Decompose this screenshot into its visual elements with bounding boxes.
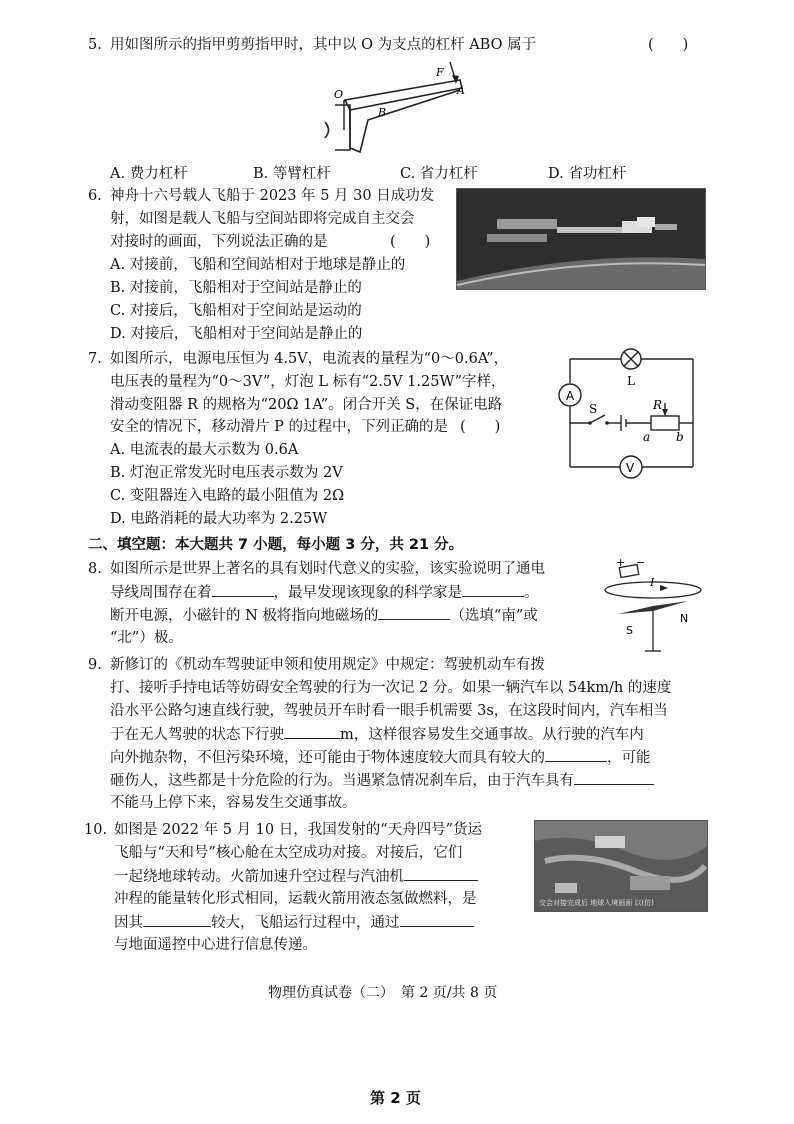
- q7-line-3: 滑动变阻器 R 的规格为“20Ω 1A”。闭合开关 S，在保证电路: [110, 397, 503, 413]
- q10-line-5: [114, 912, 474, 933]
- q10-number: 10.: [84, 822, 108, 838]
- label-F: F: [436, 66, 444, 79]
- q8-line-1: 如图所示是世界上著名的具有划时代意义的实验，该实验说明了通电: [110, 561, 545, 577]
- q5-number: 5.: [88, 37, 102, 53]
- q9-blank-distance[interactable]: [284, 724, 340, 739]
- q5-option-a: A. 费力杠杆: [110, 166, 188, 182]
- q6-number: 6.: [88, 188, 102, 204]
- photo-caption: 交会对接完成后 地球入境画面 以(仿): [539, 899, 654, 907]
- q8-line-2b: ，最早发现该现象的科学家是: [273, 585, 462, 601]
- q5-option-d: D. 省功杠杆: [548, 166, 627, 182]
- q7-option-c: C. 变阻器连入电路的最小阻值为 2Ω: [110, 488, 345, 504]
- terminal-b-label: b: [676, 430, 684, 444]
- section-2-heading: 二、填空题：本大题共 7 小题，每小题 3 分，共 21 分。: [88, 537, 464, 553]
- label-B: B: [378, 106, 387, 119]
- q7-line-1: 如图所示，电源电压恒为 4.5V，电流表的量程为“0～0.6A”，: [110, 351, 509, 367]
- nail-clipper-figure: [320, 60, 480, 160]
- switch-label: S: [589, 402, 598, 416]
- label-O: O: [334, 88, 344, 101]
- circuit-diagram: [555, 345, 705, 485]
- spacecraft-docking-photo: [456, 188, 706, 290]
- q10-line-1: 如图是 2022 年 5 月 10 日，我国发射的“天舟四号”货运: [114, 822, 483, 838]
- q6-option-a: A. 对接前，飞船和空间站相对于地球是静止的: [110, 257, 406, 273]
- q7-paren: ( ): [460, 419, 501, 435]
- q8-line-3a: 断开电源，小磁针的 N 极将指向地磁场的: [110, 608, 379, 624]
- q7-option-a: A. 电流表的最大示数为 0.6A: [110, 442, 299, 458]
- q8-line-3b: （选填“南”或: [450, 608, 538, 624]
- q10-line-4: 冲程的能量转化形式相同，运载火箭用液态氢做燃料，是: [114, 891, 477, 907]
- q6-option-b: B. 对接前，飞船相对于空间站是静止的: [110, 280, 362, 296]
- q9-line-7: 不能马上停下来，容易发生交通事故。: [110, 795, 357, 811]
- q6-option-d: D. 对接后，飞船相对于空间站是静止的: [110, 326, 363, 342]
- q9-line-3: 沿水平公路匀速直线行驶，驾驶员开车时看一眼手机需要 3s，在这段时间内，汽车相当: [110, 703, 668, 719]
- q8-line-3: [110, 605, 538, 626]
- lamp-label: L: [627, 374, 635, 388]
- q9-line-5: [110, 747, 651, 768]
- q9-number: 9.: [88, 657, 102, 673]
- q9-line-1: 新修订的《机动车驾驶证申领和使用规定》中规定：驾驶机动车有拨: [110, 657, 545, 673]
- ammeter-label: A: [566, 389, 575, 403]
- tianzhou-docking-photo: [534, 820, 708, 912]
- q5-stem: 用如图所示的指甲剪剪指甲时，其中以 O 为支点的杠杆 ABO 属于: [110, 37, 537, 53]
- north-pole-label: N: [680, 612, 689, 625]
- battery-plus-label: +: [616, 556, 626, 569]
- q7-option-b: B. 灯泡正常发光时电压表示数为 2V: [110, 465, 343, 481]
- q8-blank-2[interactable]: [462, 582, 524, 597]
- q8-line-2: [110, 582, 539, 603]
- q9-line-4b: m，这样很容易发生交通事故。从行驶的汽车内: [340, 727, 644, 743]
- q10-line-6: 与地面遥控中心进行信息传递。: [114, 937, 317, 953]
- q7-number: 7.: [88, 351, 102, 367]
- q9-line-6a: 砸伤人，这些都是十分危险的行为。当遇紧急情况刹车后，由于汽车具有: [110, 773, 574, 789]
- q6-line-1: 神舟十六号载人飞船于 2023 年 5 月 30 日成功发: [110, 188, 435, 204]
- q7-option-d: D. 电路消耗的最大功率为 2.25W: [110, 511, 328, 527]
- q7-line-2: 电压表的量程为“0～3V”，灯泡 L 标有“2.5V 1.25W”字样，: [110, 374, 506, 390]
- exam-footer: 物理仿真试卷（二） 第 2 页/共 8 页: [268, 985, 498, 1001]
- q5-option-b: B. 等臂杠杆: [253, 166, 331, 182]
- q9-line-4: [110, 724, 644, 745]
- oersted-experiment-figure: [598, 556, 708, 661]
- q6-line-2: 射，如图是载人飞船与空间站即将完成自主交会: [110, 211, 415, 227]
- q9-line-6: [110, 770, 654, 791]
- q10-blank-stroke[interactable]: [404, 866, 478, 881]
- q8-blank-1[interactable]: [212, 582, 274, 597]
- q10-line-2: 飞船与“天和号”核心舱在太空成功对接。对接后，它们: [114, 845, 463, 861]
- q6-option-c: C. 对接后，飞船相对于空间站是运动的: [110, 303, 362, 319]
- q9-line-4a: 于在无人驾驶的状态下行驶: [110, 727, 284, 743]
- q9-line-2: 打、接听手持电话等妨碍安全驾驶的行为一次记 2 分。如果一辆汽车以 54km/h 的速度: [110, 680, 672, 696]
- q6-paren: ( ): [390, 234, 431, 250]
- label-A: A: [457, 84, 465, 97]
- page-number-label: 第 2 页: [370, 1089, 421, 1107]
- q6-line-3: 对接时的画面，下列说法正确的是: [110, 234, 328, 250]
- terminal-a-label: a: [643, 430, 651, 444]
- q10-line-5b: 较大，飞船运行过程中，通过: [211, 915, 400, 931]
- q8-number: 8.: [88, 561, 102, 577]
- q7-line-4: 安全的情况下，移动滑片 P 的过程中，下列正确的是: [110, 419, 448, 435]
- q9-blank-inertia[interactable]: [574, 770, 654, 785]
- q10-line-3a: 一起绕地球转动。火箭加速升空过程与汽油机: [114, 869, 404, 885]
- rheostat-label: R: [653, 398, 663, 412]
- q10-blank-wave[interactable]: [400, 912, 474, 927]
- q10-line-3: [114, 866, 478, 887]
- q8-line-2c: 。: [524, 585, 539, 601]
- q9-line-5a: 向外抛杂物，不但污染环境，还可能由于物体速度较大而具有较大的: [110, 750, 545, 766]
- q5-paren: ( ): [648, 37, 689, 53]
- q8-blank-3[interactable]: [378, 605, 450, 620]
- voltmeter-label: V: [626, 461, 635, 475]
- q8-line-4: “北”）极。: [110, 630, 183, 646]
- q5-option-c: C. 省力杠杆: [400, 166, 478, 182]
- battery-minus-label: −: [636, 556, 646, 569]
- q9-blank-energy[interactable]: [545, 747, 607, 762]
- q8-line-2a: 导线周围存在着: [110, 585, 212, 601]
- q10-line-5a: 因其: [114, 915, 143, 931]
- q9-line-5b: ，可能: [607, 750, 651, 766]
- current-label: I: [650, 576, 655, 589]
- q10-blank-heat-value[interactable]: [143, 912, 211, 927]
- south-pole-label: S: [626, 624, 633, 637]
